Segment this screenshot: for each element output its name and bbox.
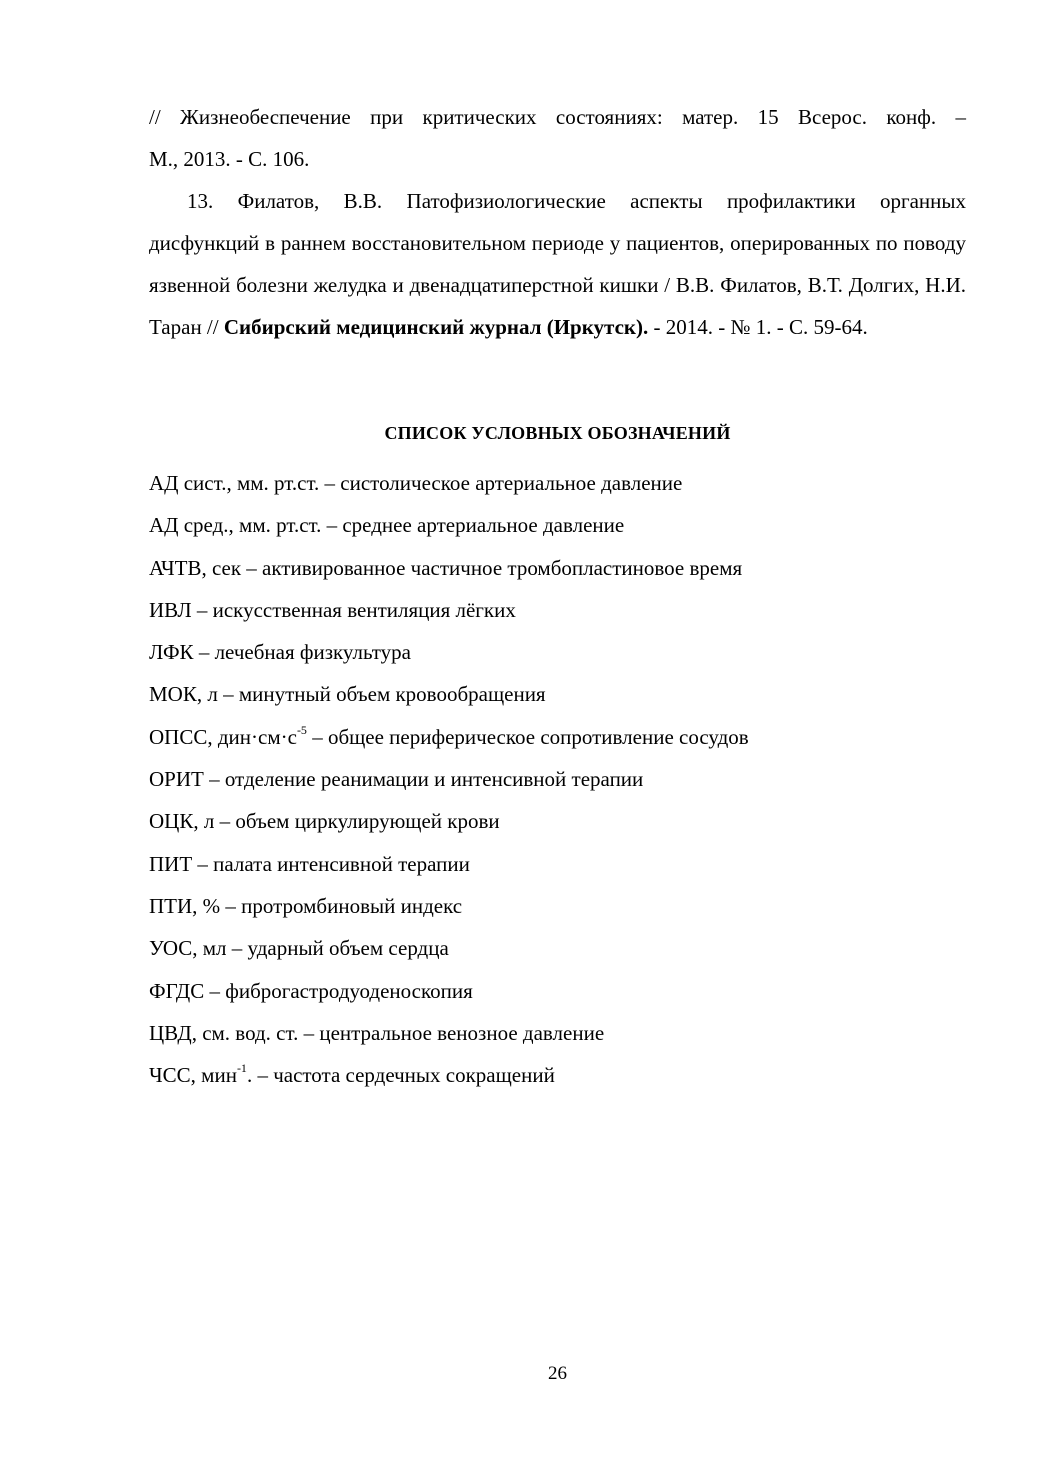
reference-13-text: 13. Филатов, В.В. Патофизиологические аспекты профилактики органных дисфункций в раннем восстановительном периоде у пациентов, оперированных по поводу язвенной болезни желудка и двенадцатиперстной кишки / В.В. Филатов, В.Т. Долгих, Н.И. Таран // [149, 189, 966, 339]
abbreviation-item: ПТИ, % – протромбиновый индекс [149, 893, 463, 918]
reference-item-13 [149, 180, 966, 348]
abbreviation-term: ЧСС, мин [149, 1063, 237, 1088]
abbreviation-item: ОЦК, л – объем циркулирующей крови [149, 809, 500, 834]
reference-continuation-line-1: // Жизнеобеспечение при критических состояниях: матер. 15 Всерос. конф. – [149, 105, 966, 129]
superscript-exponent: -5 [296, 722, 307, 737]
abbreviation-item: ОРИТ – отделение реанимации и интенсивной терапии [149, 767, 644, 792]
abbreviation-item: АЧТВ, сек – активированное частичное тромбопластиновое время [149, 555, 743, 580]
abbreviation-item: ПИТ – палата интенсивной терапии [149, 851, 470, 876]
section-heading: СПИСОК УСЛОВНЫХ ОБОЗНАЧЕНИЙ [384, 423, 731, 443]
reference-continuation [149, 96, 966, 180]
abbreviation-list [149, 462, 966, 1096]
abbreviation-item: ЛФК – лечебная физкультура [149, 640, 411, 665]
abbreviation-item: АД сред., мм. рт.ст. – среднее артериальное давление [149, 513, 625, 538]
abbreviation-item [149, 1054, 966, 1096]
abbreviation-definition: – общее периферическое сопротивление сосудов [306, 724, 749, 749]
superscript-exponent: -1 [236, 1061, 247, 1076]
abbreviation-item: МОК, л – минутный объем кровообращения [149, 682, 546, 707]
reference-13-tail: - 2014. - № 1. - С. 59-64. [648, 315, 868, 339]
abbreviation-item: ФГДС – фиброгастродуоденоскопия [149, 978, 473, 1003]
abbreviation-item: ИВЛ – искусственная вентиляция лёгких [149, 597, 516, 622]
reference-continuation-line-2: М., 2013. - С. 106. [149, 147, 310, 171]
reference-13-journal: Сибирский медицинский журнал (Иркутск). [223, 315, 649, 339]
abbreviation-term: ОПСС, дин·см·с [149, 724, 297, 749]
abbreviation-item: АД сист., мм. рт.ст. – систолическое артериальное давление [149, 471, 683, 495]
abbreviation-item [149, 716, 966, 758]
abbreviation-definition: . – частота сердечных сокращений [246, 1063, 555, 1088]
abbreviation-item: УОС, мл – ударный объем сердца [149, 936, 449, 961]
abbreviation-item: ЦВД, см. вод. ст. – центральное венозное давление [149, 1020, 605, 1045]
page-number: 26 [548, 1363, 567, 1384]
